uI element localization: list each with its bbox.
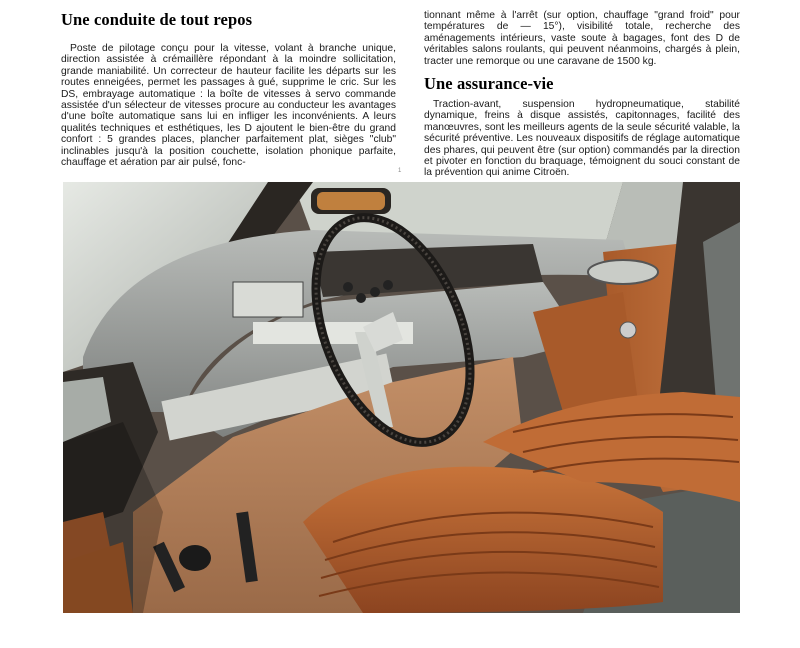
section-body-conduite: Poste de pilotage conçu pour la vitesse, volant à branche unique, direction assistée à crémaillère répondant à la moindre sollicitation, grande maniabilité. Un correcteur de hauteur facilite les départs sur les routes enneigées, permet les passages à gué, supprime le cric. Sur les DS, embrayage automatique : la boîte de vitesses à servo commande assistée d'un sélecteur de vitesses procure au conducteur les avantages d'une boîte automatique sans lui en infliger les inconvénients. A leurs qualités techniques et esthétiques, les D ajoutent le bien-être du grand confort : 5 grandes places, plancher parfaitement plat, sièges "club" inclinables jusqu'à la position couchette, isolation phonique parfaite, chauffage et aération par air pulsé, fonc-: [61, 43, 396, 169]
car-interior-illustration: [63, 182, 740, 613]
car-interior-photo: [63, 182, 740, 613]
window-crank: [620, 322, 636, 338]
continued-paragraph: tionnant même à l'arrêt (sur option, chauffage "grand froid" pour températures de — 15°), visibilité totale, recherche des aménagements intérieurs, vaste soute à bagages, font des D de véritables salons roulants, qui peuvent néanmoins, chargés à plein, tracter une remorque ou une caravane de 1500 kg.: [424, 10, 740, 67]
section-heading-conduite: Une conduite de tout repos: [61, 10, 253, 29]
door-handle: [588, 260, 658, 284]
section-heading-assurance: Une assurance-vie: [424, 74, 554, 93]
speedometer: [233, 282, 303, 317]
section-body-assurance: Traction-avant, suspension hydropneumatique, stabilité dynamique, freins à disque assistés, capitonnages, facilité des manœuvres, sont les meilleurs agents de la seule sécurité valable, la sécurité préventive. Les nouveaux dispositifs de réglage automatique des phares, qui peuvent être (sur option) commandés par la direction et pivoter en fonction du braquage, témoignent du souci constant de la prévention qui anime Citroën.: [424, 99, 740, 179]
gutter-mark: 1: [398, 168, 402, 174]
